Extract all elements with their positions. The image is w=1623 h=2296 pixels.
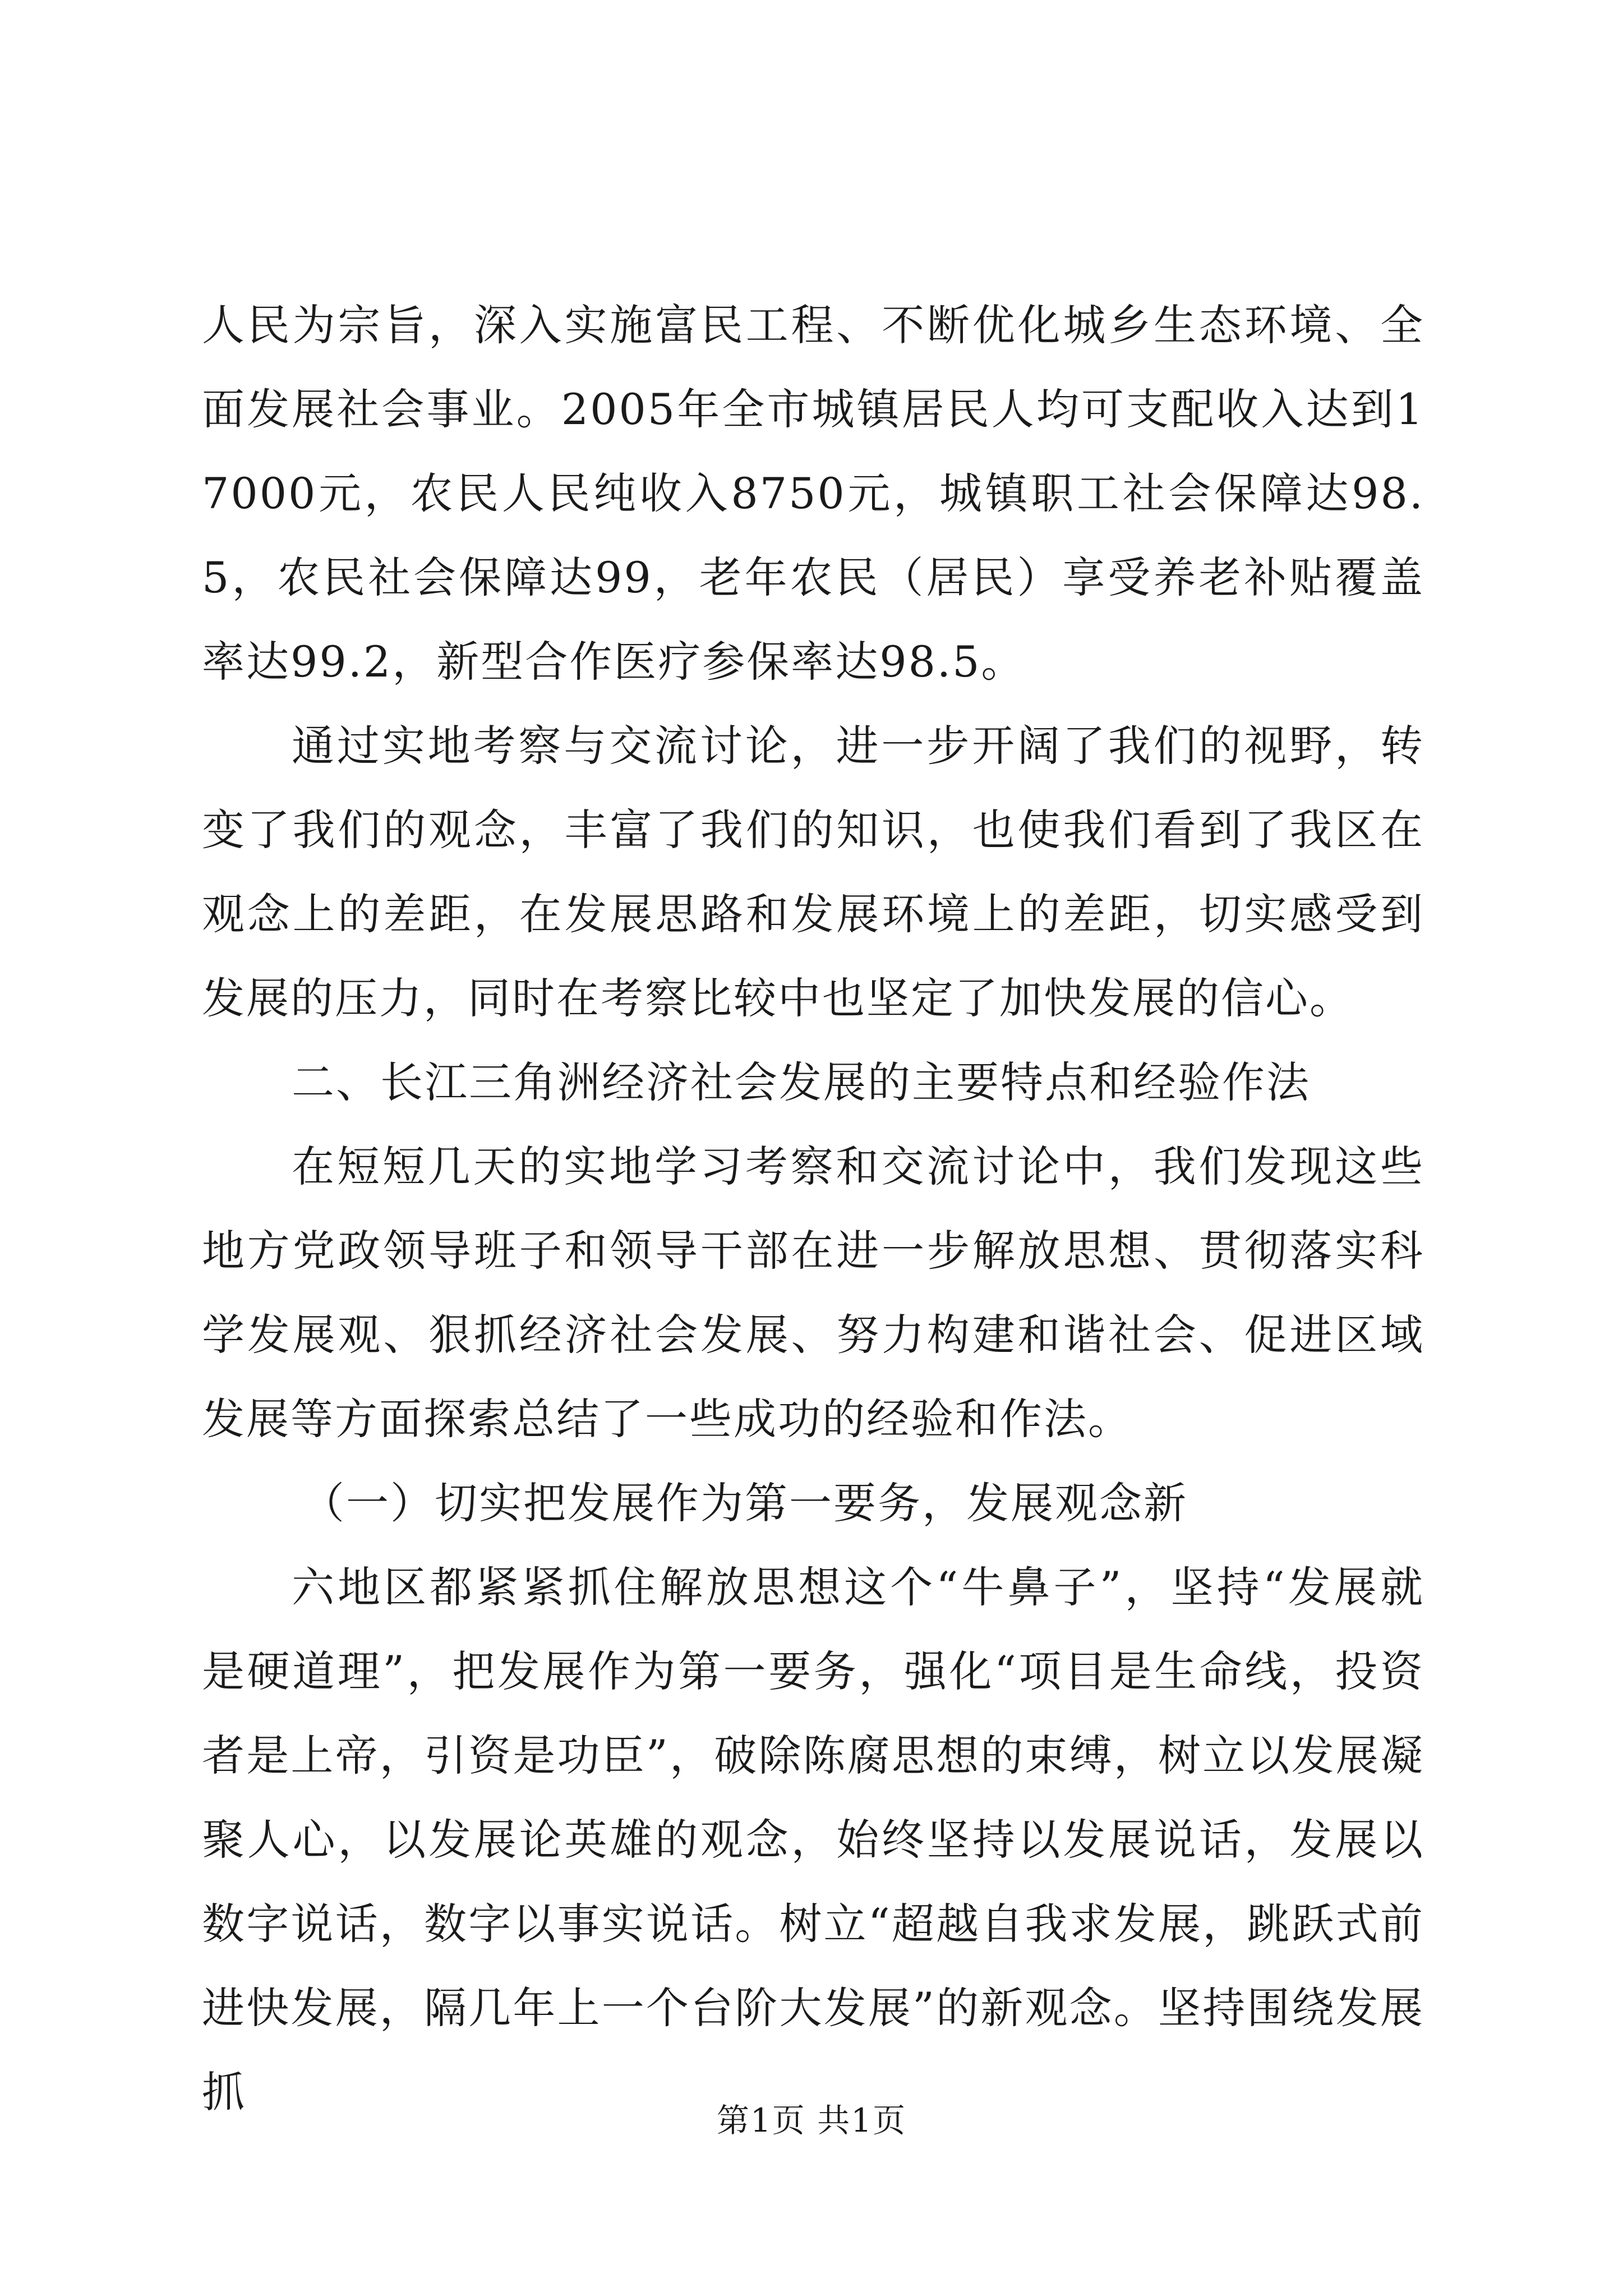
paragraph-statistics: 人民为宗旨，深入实施富民工程、不断优化城乡生态环境、全面发展社会事业。2005年全市城镇居民人均可支配收入达到17000元，农民人民纯收入8750元，城镇职工社会保障达98.5，农民社会保障达99，老年农民（居民）享受养老补贴覆盖率达99.2，新型合作医疗参保率达98.5。 xyxy=(202,300,1424,687)
paragraph-development: 六地区都紧紧抓住解放思想这个“牛鼻子”，坚持“发展就是硬道理”，把发展作为第一要务，强化“项目是生命线，投资者是上帝，引资是功臣”，破除陈腐思想的束缚，树立以发展凝聚人心，以发展论英雄的观念，始终坚持以发展说话，发展以数字说话，数字以事实说话。树立“超越自我求发展，跳跃式前进快发展，隔几年上一个台阶大发展”的新观念。坚持围绕发展抓 xyxy=(202,1562,1424,2117)
document-body xyxy=(202,283,1424,2134)
page-footer: 第1页 共1页 xyxy=(716,2101,907,2139)
paragraph-observations: 通过实地考察与交流讨论，进一步开阔了我们的视野，转变了我们的观念，丰富了我们的知识，也使我们看到了我区在观念上的差距，在发展思路和发展环境上的差距，切实感受到发展的压力，同时在考察比较中也坚定了加快发展的信心。 xyxy=(202,721,1424,1023)
subsection-heading: （一）切实把发展作为第一要务，发展观念新 xyxy=(302,1478,1188,1528)
paragraph-findings: 在短短几天的实地学习考察和交流讨论中，我们发现这些地方党政领导班子和领导干部在进一步解放思想、贯彻落实科学发展观、狠抓经济社会发展、努力构建和谐社会、促进区域发展等方面探索总结了一些成功的经验和作法。 xyxy=(202,1142,1424,1444)
section-heading: 二、长江三角洲经济社会发展的主要特点和经验作法 xyxy=(292,1057,1311,1107)
